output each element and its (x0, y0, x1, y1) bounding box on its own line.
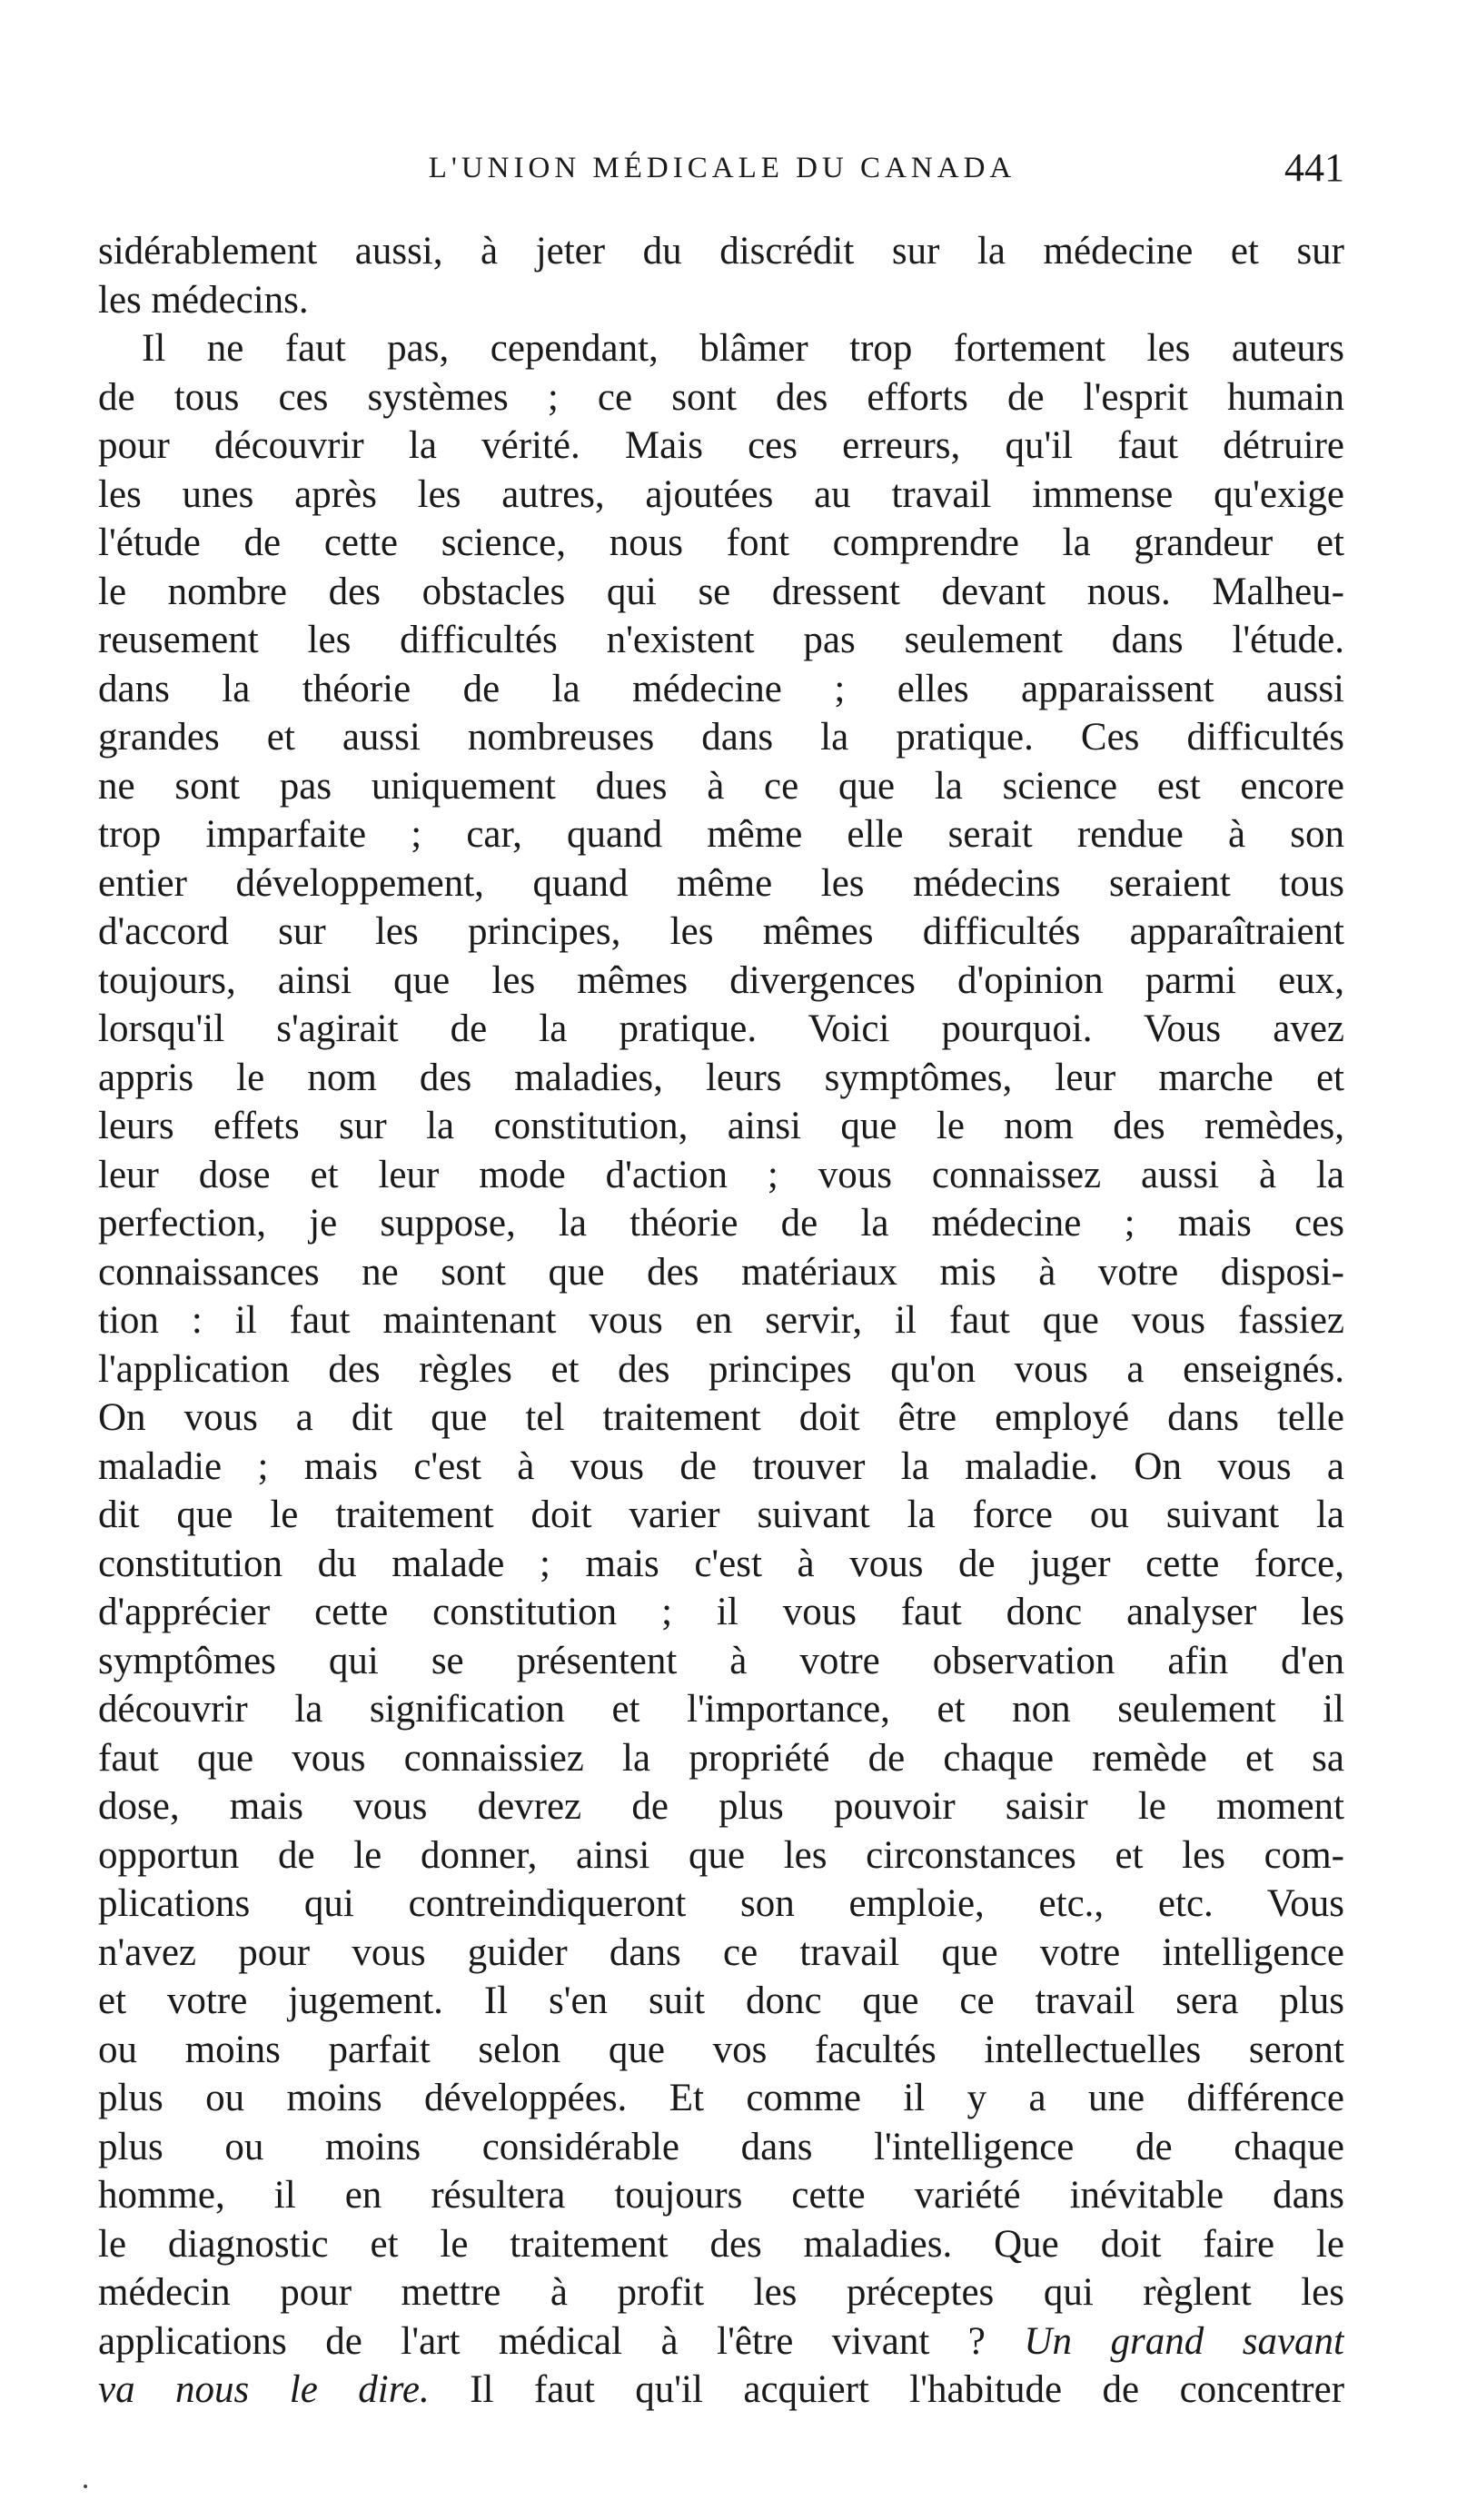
text-fragment: Il faut qu'il acquiert l'habitude de concentrer (470, 2368, 1344, 2411)
running-title: L'UNION MÉDICALE DU CANADA (428, 152, 1016, 184)
text-line: tion : il faut maintenant vous en servir, il faut que vous fassiez (98, 1299, 1344, 1342)
text-line: maladie ; mais c'est à vous de trouver la maladie. On vous a (98, 1444, 1344, 1488)
text-line: les médecins. (98, 278, 309, 322)
text-line: On vous a dit que tel traitement doit être employé dans telle (98, 1396, 1344, 1439)
text-line: reusement les difficultés n'existent pas seulement dans l'étude. (98, 619, 1344, 661)
italic-phrase: Un grand savant (1024, 2319, 1344, 2363)
text-line: découvrir la signification et l'importance, et non seulement il (98, 1688, 1344, 1731)
text-line: lorsqu'il s'agirait de la pratique. Voici pourquoi. Vous avez (98, 1007, 1344, 1050)
text-line: pour découvrir la vérité. Mais ces erreurs, qu'il faut détruire (98, 424, 1344, 467)
text-line: et votre jugement. Il s'en suit donc que ce travail sera plus (98, 1979, 1344, 2022)
text-line: Il ne faut pas, cependant, blâmer trop fortement les auteurs (142, 327, 1344, 370)
text-line: symptômes qui se présentent à votre observation afin d'en (98, 1639, 1344, 1682)
text-line: trop imparfaite ; car, quand même elle serait rendue à son (98, 813, 1344, 856)
margin-speck (84, 2485, 87, 2488)
text-line (98, 2317, 1344, 2366)
text-line: ne sont pas uniquement dues à ce que la science est encore (98, 764, 1344, 808)
text-line: opportun de le donner, ainsi que les circonstances et les com- (98, 1833, 1344, 1877)
text-line: constitution du malade ; mais c'est à vous de juger cette force, (98, 1542, 1344, 1585)
running-head (100, 141, 1344, 195)
text-line: connaissances ne sont que des matériaux mis à votre disposi- (98, 1250, 1344, 1294)
text-line: toujours, ainsi que les mêmes divergences d'opinion parmi eux, (98, 958, 1344, 1002)
page-number: 441 (1284, 145, 1344, 190)
text-line: d'accord sur les principes, les mêmes difficultés apparaîtraient (98, 910, 1344, 953)
text-line: l'application des règles et des principes qu'on vous a enseignés. (98, 1347, 1344, 1391)
text-line: dit que le traitement doit varier suivant la force ou suivant la (98, 1493, 1344, 1536)
text-line: sidérablement aussi, à jeter du discrédit sur la médecine et sur (98, 230, 1344, 273)
text-line: l'étude de cette science, nous font comprendre la grandeur et (98, 521, 1344, 564)
text-line: perfection, je suppose, la théorie de la médecine ; mais ces (98, 1202, 1344, 1245)
text-line (98, 2268, 1344, 2317)
text-line: faut que vous connaissiez la propriété de chaque remède et sa (98, 1736, 1344, 1780)
text-line: leur dose et leur mode d'action ; vous connaissez aussi à la (98, 1153, 1344, 1196)
italic-phrase: va nous le dire. (98, 2368, 430, 2411)
text-line: grandes et aussi nombreuses dans la pratique. Ces difficultés (98, 716, 1344, 759)
text-line: ou moins parfait selon que vos facultés intellectuelles seront (98, 2028, 1344, 2071)
text-line: les unes après les autres, ajoutées au travail immense qu'exige (98, 472, 1344, 516)
text-line: plus ou moins considérable dans l'intelligence de chaque (98, 2125, 1344, 2168)
text-line: plus ou moins développées. Et comme il y a une différence (98, 2077, 1344, 2119)
text-fragment: applications de l'art médical à l'être vivant ? (98, 2319, 986, 2363)
text-line: le diagnostic et le traitement des maladies. Que doit faire le (98, 2222, 1344, 2266)
text-line: de tous ces systèmes ; ce sont des efforts de l'esprit humain (98, 375, 1344, 419)
text-line: appris le nom des maladies, leurs symptômes, leur marche et (98, 1056, 1344, 1099)
text-line: entier développement, quand même les médecins seraient tous (98, 861, 1344, 905)
text-line: n'avez pour vous guider dans ce travail que votre intelligence (98, 1930, 1344, 1974)
text-line: d'apprécier cette constitution ; il vous faut donc analyser les (98, 1591, 1344, 1633)
text-line: dose, mais vous devrez de plus pouvoir saisir le moment (98, 1785, 1344, 1828)
text-line: le nombre des obstacles qui se dressent devant nous. Malheu- (98, 570, 1344, 613)
text-line: dans la théorie de la médecine ; elles apparaissent aussi (98, 667, 1344, 710)
body-text (98, 227, 1344, 2415)
text-line: plications qui contreindiqueront son emploie, etc., etc. Vous (98, 1882, 1344, 1925)
text-line: leurs effets sur la constitution, ainsi que le nom des remèdes, (98, 1105, 1344, 1147)
text-line (98, 2366, 1344, 2415)
text-line: homme, il en résultera toujours cette variété inévitable dans (98, 2174, 1344, 2217)
text-fragment: médecin pour mettre à profit les préceptes qui règlent les (98, 2271, 1344, 2314)
